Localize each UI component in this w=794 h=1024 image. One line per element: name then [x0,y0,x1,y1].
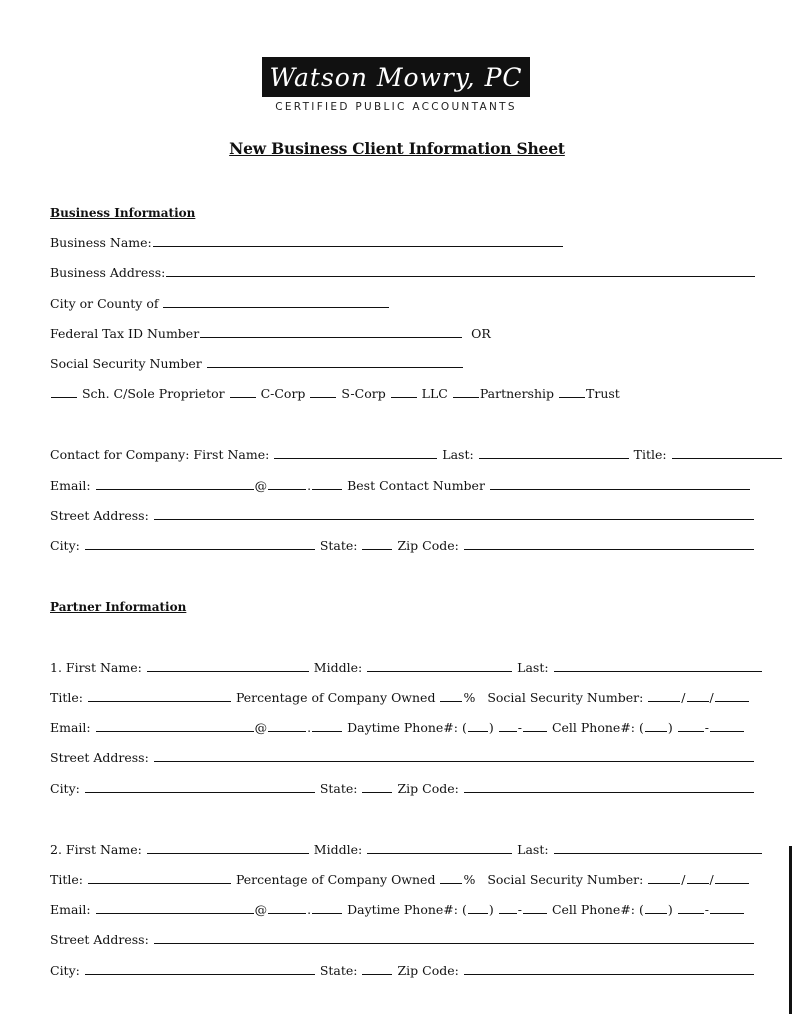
contact-email-label: Email: [50,478,91,493]
page-title: New Business Client Information Sheet [229,139,565,158]
city-county-row [50,294,390,314]
entity-checkbox-llc[interactable] [391,384,417,398]
partner1-middle-label: Middle: [313,660,363,675]
partner2-email-user-field[interactable] [96,900,254,914]
partner1-ssn-label: Social Security Number: [487,690,644,705]
partner1-zip-field[interactable] [464,779,754,793]
partner1-street-row [50,748,755,768]
partner2-state-field[interactable] [362,961,392,975]
partner1-city-field[interactable] [85,779,315,793]
partner1-ssn-part2-field[interactable] [687,688,709,702]
partner1-title-row [50,688,750,708]
partner1-street-field[interactable] [154,748,754,762]
contact-city-row [50,536,755,556]
partner2-cell-line-field[interactable] [710,900,744,914]
partner2-city-field[interactable] [85,961,315,975]
contact-email-dot: . [307,478,312,493]
partner1-street-label: Street Address: [50,750,149,765]
partner2-ssn-slash1: / [681,872,686,887]
partner2-ssn-part2-field[interactable] [687,870,709,884]
partner2-cell-dash: - [704,902,709,917]
business-name-row [50,233,564,253]
partner2-last-label: Last: [517,842,549,857]
entity-label-c-corp: C-Corp [260,386,306,401]
contact-email-domain-field[interactable] [268,476,306,490]
partner2-daytime-line-field[interactable] [523,900,547,914]
contact-email-user-field[interactable] [96,476,254,490]
contact-title-field[interactable] [672,445,782,459]
partner1-ssn-slash2: / [709,690,714,705]
partner1-zip-label: Zip Code: [397,781,459,796]
contact-first-name-field[interactable] [274,445,437,459]
contact-zip-label: Zip Code: [397,538,459,553]
partner1-city-label: City: [50,781,80,796]
or-label: OR [471,326,491,341]
entity-checkbox-s-corp[interactable] [310,384,336,398]
partner1-cell-line-field[interactable] [710,718,744,732]
partner2-cell-area-field[interactable] [645,900,667,914]
contact-email-at: @ [254,478,268,493]
business-heading: Business Information [50,206,196,220]
partner1-email-tld-field[interactable] [312,718,342,732]
business-address-label: Business Address: [50,265,166,280]
entity-checkbox-c-corp[interactable] [230,384,256,398]
partner1-cell-rparen: ) [667,720,673,735]
contact-last-field[interactable] [479,445,629,459]
partner2-city-label: City: [50,963,80,978]
federal-tax-id-label: Federal Tax ID Number [50,326,200,341]
business-name-label: Business Name: [50,235,152,250]
partner2-email-domain-field[interactable] [268,900,306,914]
partner1-pct-label: Percentage of Company Owned [235,690,436,705]
partner2-daytime-area-field[interactable] [468,900,488,914]
contact-street-row [50,506,755,526]
partner1-daytime-rparen: ) [488,720,494,735]
contact-title-label: Title: [633,447,667,462]
partner1-title-field[interactable] [88,688,231,702]
partner2-email-row [50,900,745,920]
partner1-cell-dash: - [704,720,709,735]
business-section-header [50,203,195,223]
business-address-field[interactable] [166,263,755,277]
city-county-field[interactable] [163,294,389,308]
entity-checkbox-partnership[interactable] [453,384,479,398]
entity-label-partnership: Partnership [479,386,555,401]
best-contact-field[interactable] [490,476,750,490]
partner1-daytime-area-field[interactable] [468,718,488,732]
partner1-first-name-label: 1. First Name: [50,660,142,675]
contact-last-label: Last: [442,447,474,462]
partner1-name-row [50,658,763,678]
contact-email-tld-field[interactable] [312,476,342,490]
contact-street-label: Street Address: [50,508,149,523]
partner2-cell-rparen: ) [667,902,673,917]
entity-label-trust: Trust [586,386,620,401]
partner2-ssn-slash2: / [709,872,714,887]
partner2-email-label: Email: [50,902,91,917]
partner1-email-domain-field[interactable] [268,718,306,732]
entity-checkbox-sole-prop[interactable] [51,384,77,398]
partner2-street-field[interactable] [154,930,754,944]
partner2-daytime-phone-label: Daytime Phone#: ( [347,902,467,917]
partner2-zip-label: Zip Code: [397,963,459,978]
partner-section-header [50,597,186,617]
entity-label-sole-prop: Sch. C/Sole Proprietor [81,386,225,401]
contact-zip-field[interactable] [464,536,754,550]
partner1-email-dot: . [307,720,312,735]
firm-logo [262,57,530,97]
partner2-first-name-label: 2. First Name: [50,842,142,857]
partner2-title-field[interactable] [88,870,231,884]
ssn-label: Social Security Number [50,356,202,371]
entity-type-row [50,384,620,404]
partner2-pct-field[interactable] [440,870,462,884]
partner2-name-row [50,840,763,860]
contact-name-row [50,445,783,465]
business-address-row [50,263,756,283]
partner1-first-name-field[interactable] [147,658,309,672]
contact-city-label: City: [50,538,80,553]
partner2-title-row [50,870,750,890]
city-county-label: City or County of [50,296,159,311]
partner1-pct-sign: % [463,690,476,705]
partner2-pct-sign: % [463,872,476,887]
ssn-field[interactable] [207,354,463,368]
partner1-daytime-line-field[interactable] [523,718,547,732]
partner1-cell-phone-label: Cell Phone#: ( [551,720,644,735]
ssn-row [50,354,464,374]
scan-edge-mark [789,846,792,1014]
contact-street-field[interactable] [154,506,754,520]
entity-checkbox-trust[interactable] [559,384,585,398]
partner1-daytime-dash: - [517,720,522,735]
partner1-title-label: Title: [50,690,83,705]
partner1-email-user-field[interactable] [96,718,254,732]
partner1-daytime-prefix-field[interactable] [499,718,517,732]
partner1-ssn-slash1: / [681,690,686,705]
partner2-street-label: Street Address: [50,932,149,947]
partner1-city-row [50,779,755,799]
partner2-daytime-dash: - [517,902,522,917]
partner2-first-name-field[interactable] [147,840,309,854]
partner1-email-row [50,718,745,738]
partner1-email-label: Email: [50,720,91,735]
partner2-email-at: @ [254,902,268,917]
partner1-last-field[interactable] [554,658,762,672]
firm-tagline: CERTIFIED PUBLIC ACCOUNTANTS [275,101,517,113]
contact-city-field[interactable] [85,536,315,550]
partner1-email-at: @ [254,720,268,735]
firm-name: Watson Mowry, PC [269,62,523,92]
partner1-cell-area-field[interactable] [645,718,667,732]
partner2-title-label: Title: [50,872,83,887]
partner1-state-label: State: [319,781,358,796]
contact-email-row [50,476,751,496]
partner2-ssn-label: Social Security Number: [487,872,644,887]
partner2-cell-phone-label: Cell Phone#: ( [551,902,644,917]
contact-state-label: State: [319,538,358,553]
partner2-middle-label: Middle: [313,842,363,857]
federal-tax-id-field[interactable] [200,324,462,338]
partner1-ssn-part1-field[interactable] [648,688,680,702]
partner1-cell-prefix-field[interactable] [678,718,704,732]
best-contact-label: Best Contact Number [347,478,485,493]
entity-label-llc: LLC [421,386,448,401]
partner2-last-field[interactable] [554,840,762,854]
partner1-state-field[interactable] [362,779,392,793]
partner2-ssn-part3-field[interactable] [715,870,749,884]
partner1-last-label: Last: [517,660,549,675]
partner2-cell-prefix-field[interactable] [678,900,704,914]
business-name-field[interactable] [153,233,563,247]
partner1-pct-field[interactable] [440,688,462,702]
partner2-zip-field[interactable] [464,961,754,975]
partner1-ssn-part3-field[interactable] [715,688,749,702]
partner2-middle-field[interactable] [367,840,512,854]
partner2-email-dot: . [307,902,312,917]
partner2-state-label: State: [319,963,358,978]
partner2-daytime-prefix-field[interactable] [499,900,517,914]
contact-first-name-label: Contact for Company: First Name: [50,447,270,462]
partner1-daytime-phone-label: Daytime Phone#: ( [347,720,467,735]
partner2-city-row [50,961,755,981]
partner2-ssn-part1-field[interactable] [648,870,680,884]
contact-state-field[interactable] [362,536,392,550]
partner2-street-row [50,930,755,950]
entity-label-s-corp: S-Corp [341,386,386,401]
partner2-daytime-rparen: ) [488,902,494,917]
partner2-email-tld-field[interactable] [312,900,342,914]
federal-tax-id-row [50,324,491,344]
partner2-pct-label: Percentage of Company Owned [235,872,436,887]
partner1-middle-field[interactable] [367,658,512,672]
partner-heading: Partner Information [50,600,187,614]
